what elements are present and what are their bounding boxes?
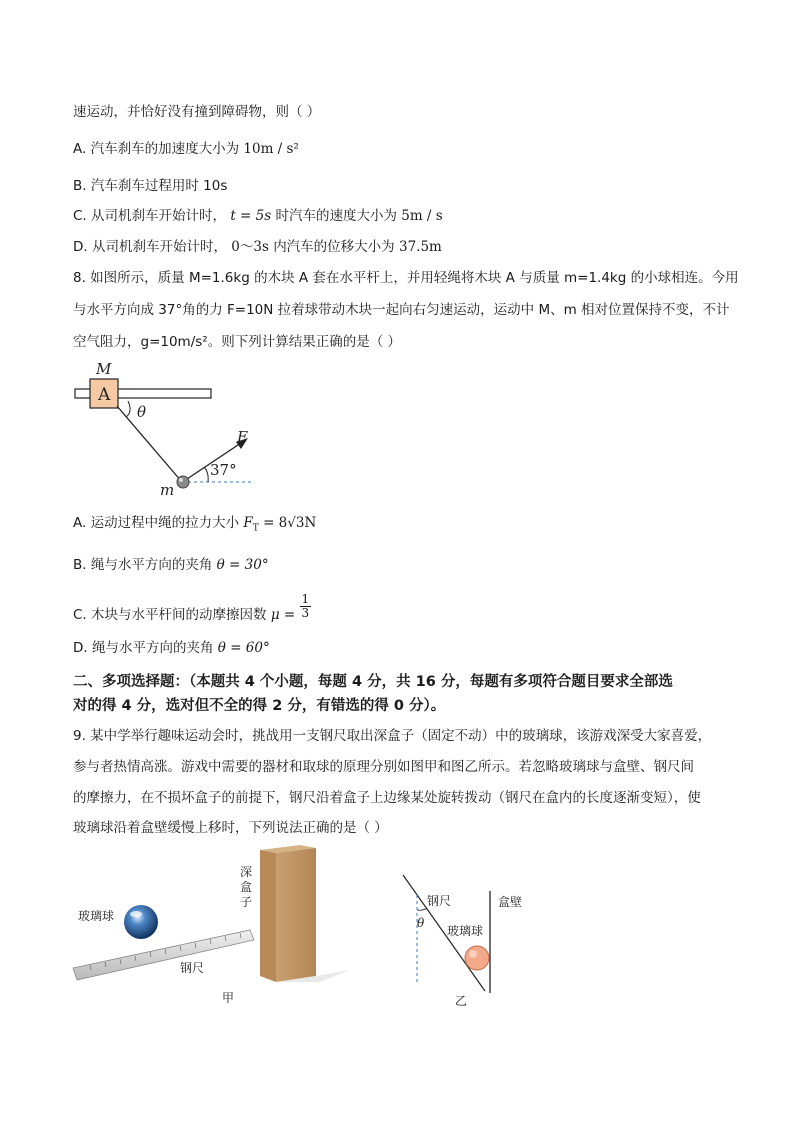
label-theta: θ bbox=[137, 403, 147, 421]
q9-stem-line2: 参与者热情高涨。游戏中需要的器材和取球的原理分别如图甲和图乙所示。若忽略玻璃球与盒壁、钢尺间 bbox=[73, 759, 694, 775]
q9-stem-line4: 玻璃球沿着盒壁缓慢上移时，下列说法正确的是（ ） bbox=[73, 820, 388, 836]
q8-option-c-fraction bbox=[300, 593, 312, 620]
label-deep-box-2: 盒 bbox=[240, 880, 253, 894]
label-deep-box-1: 深 bbox=[240, 865, 253, 879]
q7-option-d-text: D. 从司机刹车开始计时， bbox=[73, 239, 227, 255]
q8-option-a-math: F bbox=[243, 515, 253, 531]
q7-option-c-math1: t = 5s bbox=[230, 208, 272, 224]
label-M: M bbox=[96, 360, 112, 378]
label-glass-ball: 玻璃球 bbox=[78, 909, 115, 923]
q9-stem-line3: 的摩擦力，在不损坏盒子的前提下，钢尺沿着盒子上边缘某处旋转拨动（钢尺在盒内的长度逐渐变短），使 bbox=[73, 790, 701, 806]
label-m: m bbox=[160, 481, 175, 499]
q7-option-a-text: A. 汽车刹车的加速度大小为 bbox=[73, 141, 240, 157]
caption-yi: 乙 bbox=[455, 994, 468, 1008]
q7-stem-tail: 速运动，并恰好没有撞到障碍物，则（ ） bbox=[73, 104, 321, 120]
q8-figure bbox=[70, 360, 260, 500]
q7-option-d-math1: 0～3s bbox=[231, 239, 269, 255]
q7-option-d-math2: 37.5m bbox=[398, 239, 442, 255]
rope bbox=[117, 406, 182, 482]
q7-option-c-text: C. 从司机刹车开始计时， bbox=[73, 208, 227, 224]
label-ball-yi: 玻璃球 bbox=[447, 924, 484, 938]
q7-option-c-mid: 时汽车的速度大小为 bbox=[275, 208, 397, 224]
q8-option-b-text: B. 绳与水平方向的夹角 bbox=[73, 557, 213, 573]
fraction-denominator: 3 bbox=[301, 606, 310, 620]
q8-option-d-text: D. 绳与水平方向的夹角 bbox=[73, 640, 214, 656]
label-37: 37° bbox=[210, 461, 237, 479]
q9-figure-jia bbox=[70, 840, 360, 1010]
q8-option-a[interactable] bbox=[73, 514, 316, 538]
steel-ruler bbox=[73, 930, 254, 980]
q8-stem-line2: 与水平方向成 37°角的力 F=10N 拉着球带动木块一起向右匀速运动，运动中 M、m 相对位置保持不变，不计 bbox=[73, 302, 730, 318]
q8-option-a-text: A. 运动过程中绳的拉力大小 bbox=[73, 515, 240, 531]
glass-ball-yi bbox=[465, 946, 489, 970]
q8-option-b[interactable] bbox=[73, 556, 269, 574]
q7-option-b[interactable]: B. 汽车刹车过程用时 10s bbox=[73, 178, 228, 194]
section2-heading-line2: 对的得 4 分，选对但不全的得 2 分，有错选的得 0 分）。 bbox=[73, 698, 446, 714]
q8-option-c-math: μ = bbox=[270, 606, 296, 623]
q8-option-a-sub: T bbox=[252, 523, 259, 534]
q7-option-c[interactable] bbox=[73, 207, 443, 225]
label-theta-yi: θ bbox=[417, 916, 425, 930]
q9-figure-yi bbox=[395, 865, 535, 1010]
section2-heading-line1: 二、多项选择题：（本题共 4 个小题，每题 4 分，共 16 分，每题有多项符合题目要求全部选 bbox=[73, 674, 673, 690]
q7-option-d-mid: 内汽车的位移大小为 bbox=[273, 239, 395, 255]
q7-option-a-math: 10m / s² bbox=[243, 141, 299, 157]
label-ruler-yi: 钢尺 bbox=[427, 894, 452, 908]
q7-option-c-math2: 5m / s bbox=[401, 208, 443, 224]
label-wall: 盒壁 bbox=[498, 895, 523, 909]
theta-arc bbox=[126, 401, 130, 417]
angle-arc bbox=[204, 467, 208, 482]
label-deep-box-3: 子 bbox=[240, 895, 253, 909]
q7-option-d[interactable] bbox=[73, 238, 442, 256]
glass-ball bbox=[124, 905, 158, 939]
box-front bbox=[260, 850, 276, 982]
q9-stem-line1: 9. 某中学举行趣味运动会时，挑战用一支钢尺取出深盒子（固定不动）中的玻璃球，该游戏深受大家喜爱， bbox=[73, 728, 712, 744]
q8-stem-line3: 空气阻力，g=10m/s²。则下列计算结果正确的是（ ） bbox=[73, 334, 401, 350]
q8-stem-line1: 8. 如图所示，质量 M=1.6kg 的木块 A 套在水平杆上，并用轻绳将木块 A 与质量 m=1.4kg 的小球相连。今用 bbox=[73, 270, 739, 286]
label-F: F bbox=[237, 428, 248, 446]
q8-option-a-eq: = 8√3N bbox=[263, 515, 317, 531]
caption-jia: 甲 bbox=[222, 991, 235, 1005]
theta-arc bbox=[417, 908, 427, 910]
q8-option-b-math: θ = 30° bbox=[216, 557, 269, 573]
ball-m bbox=[177, 476, 189, 488]
fraction-numerator: 1 bbox=[301, 592, 310, 606]
q8-option-c-text: C. 木块与水平杆间的动摩擦因数 bbox=[73, 606, 267, 623]
q8-option-d[interactable] bbox=[73, 639, 270, 657]
q8-option-c[interactable] bbox=[73, 592, 311, 627]
box-side bbox=[276, 848, 316, 982]
label-block-a: A bbox=[98, 385, 111, 405]
q7-option-a[interactable] bbox=[73, 140, 299, 158]
label-steel-ruler: 钢尺 bbox=[180, 961, 205, 975]
q8-option-d-math: θ = 60° bbox=[217, 640, 270, 656]
